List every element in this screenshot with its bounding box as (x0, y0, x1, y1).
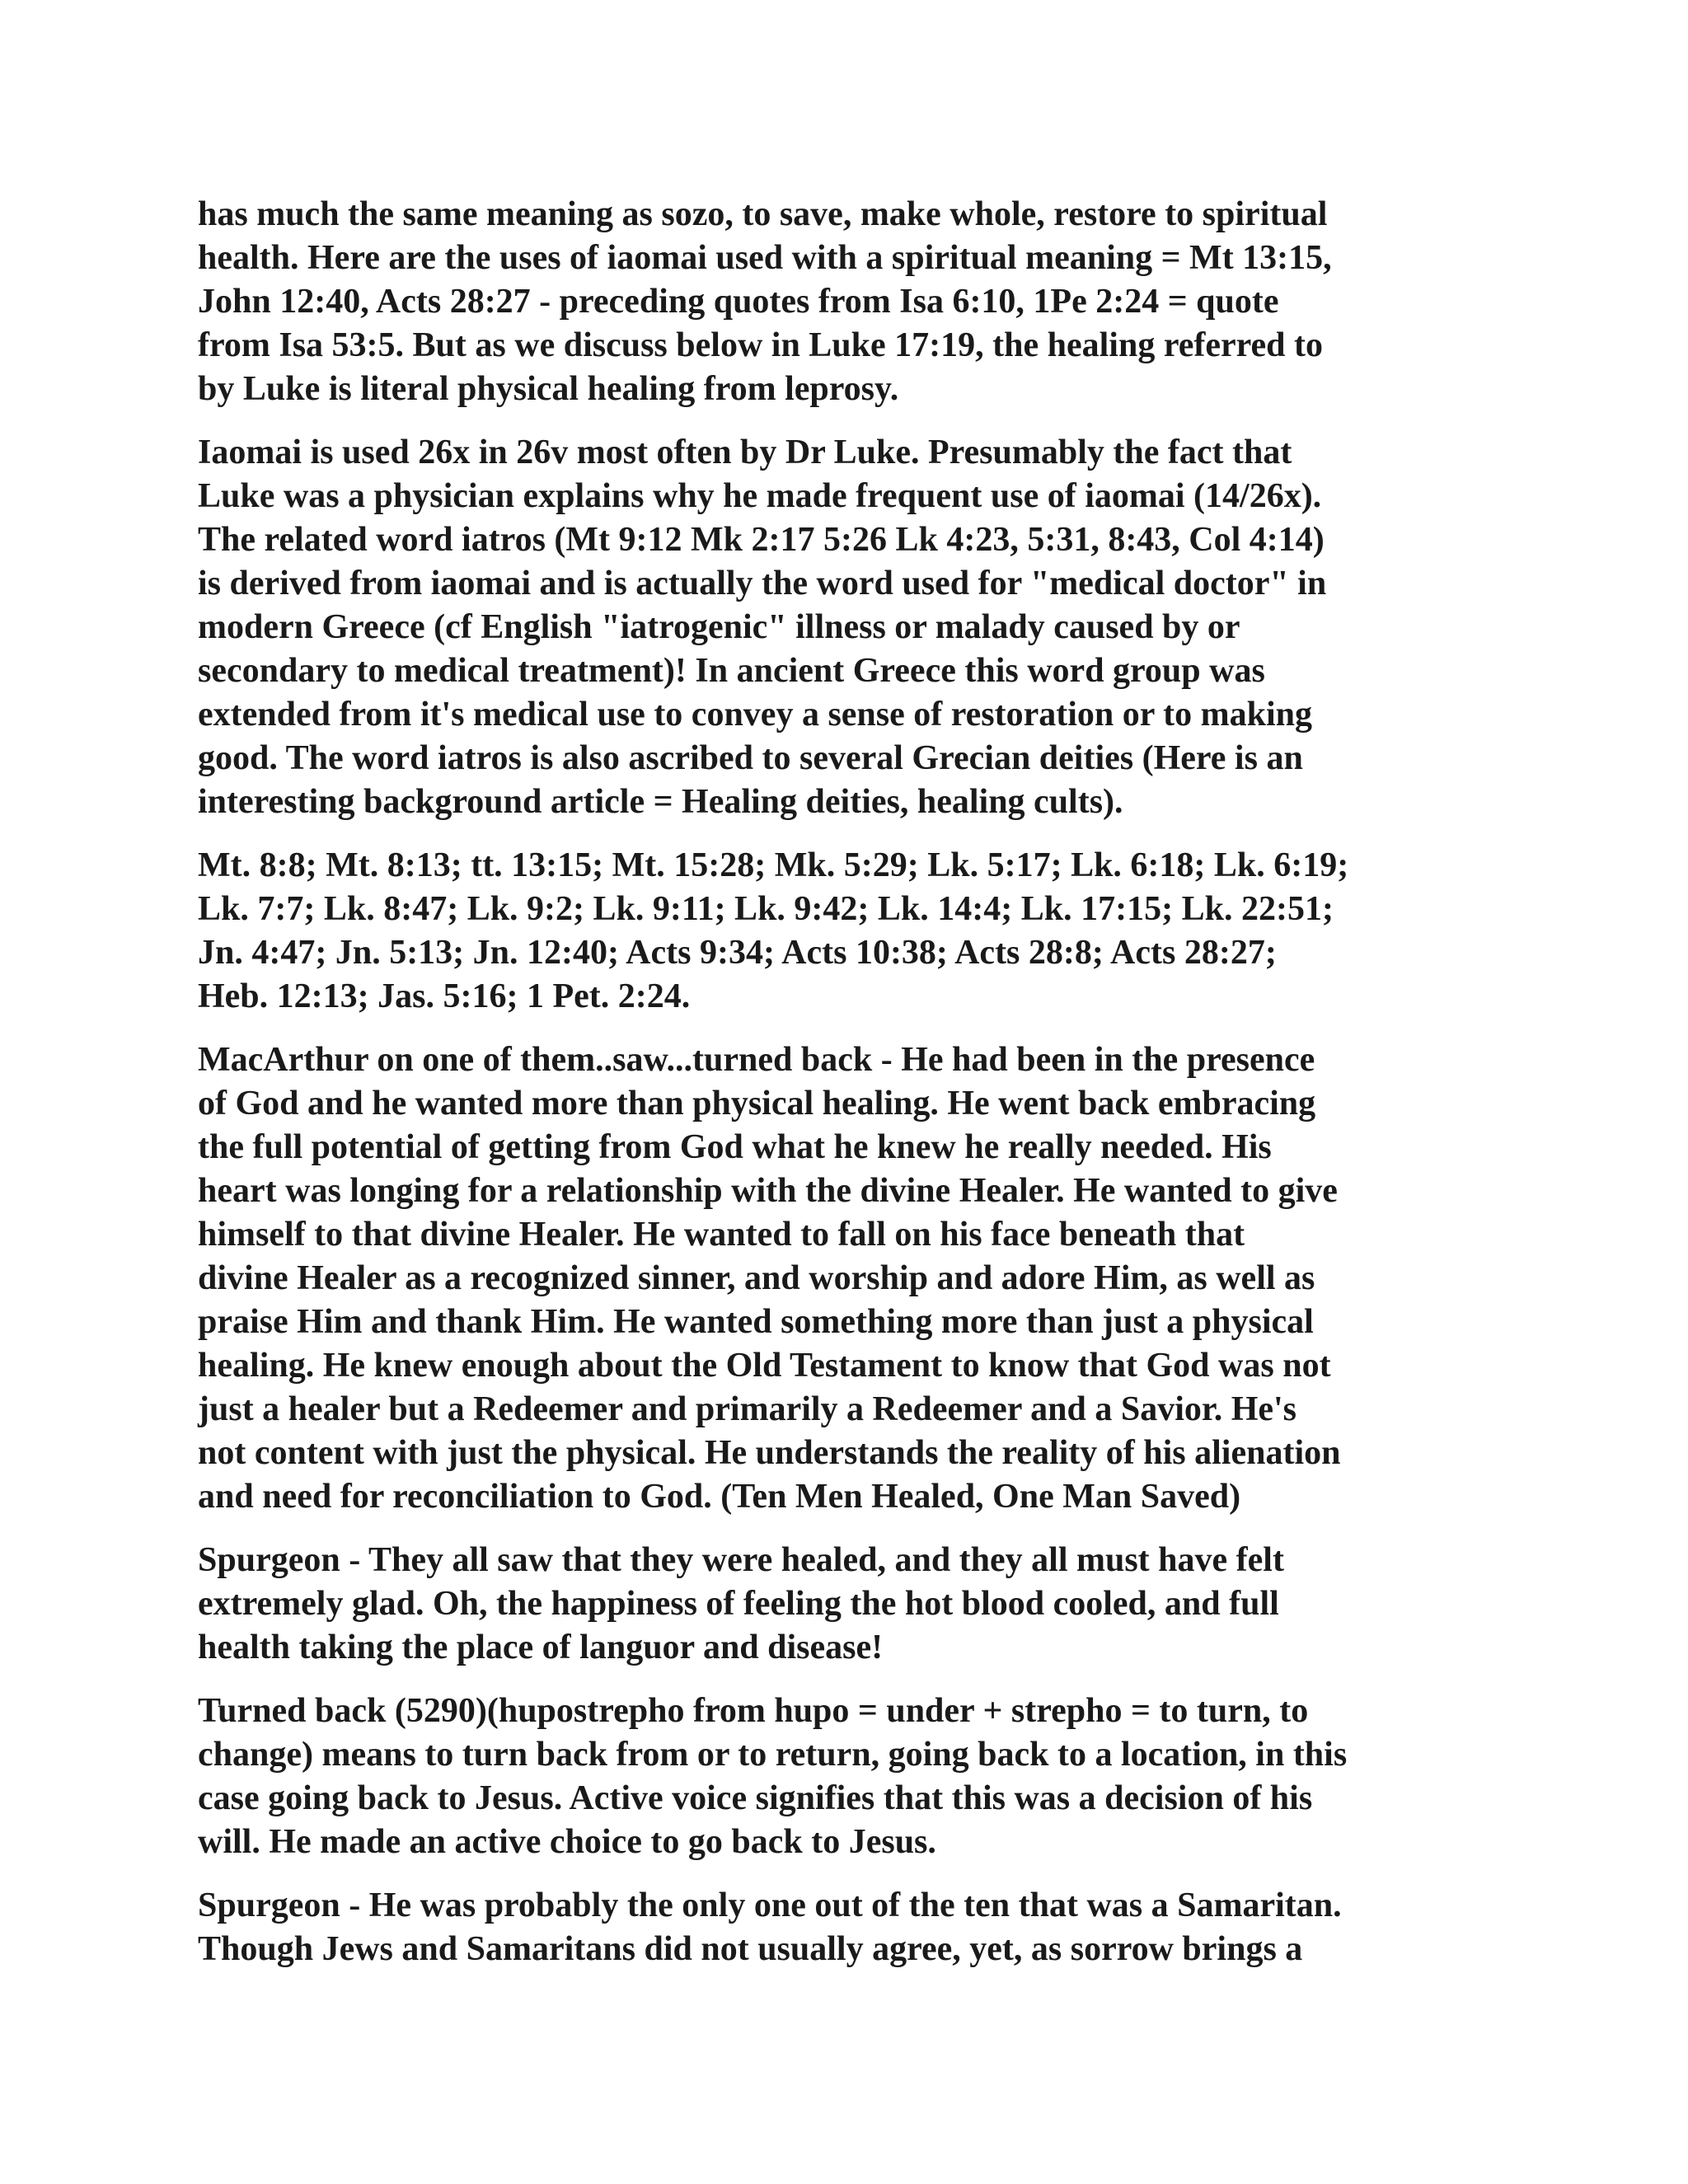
paragraph-iaomai-meaning (198, 193, 1517, 411)
paragraph-turned-back-definition (198, 1690, 1517, 1864)
text-line: is derived from iaomai and is actually the word used for "medical doctor" in (198, 565, 1327, 602)
paragraph-spurgeon-samaritan (198, 1884, 1517, 1971)
text-line: secondary to medical treatment)! In ancient Greece this word group was (198, 652, 1265, 690)
text-line: by Luke is literal physical healing from leprosy. (198, 370, 899, 408)
text-line: Jn. 4:47; Jn. 5:13; Jn. 12:40; Acts 9:34; Acts 10:38; Acts 28:8; Acts 28:27; (198, 934, 1277, 972)
text-line: Heb. 12:13; Jas. 5:16; 1 Pet. 2:24. (198, 977, 691, 1015)
text-line: health. Here are the uses of iaomai used with a spiritual meaning = Mt 13:15, (198, 239, 1332, 277)
paragraph-spurgeon-healed (198, 1539, 1517, 1670)
text-line: health taking the place of languor and disease! (198, 1629, 884, 1666)
text-line: has much the same meaning as sozo, to save, make whole, restore to spiritual (198, 195, 1328, 233)
text-line: The related word iatros (Mt 9:12 Mk 2:17 5:26 Lk 4:23, 5:31, 8:43, Col 4:14) (198, 521, 1325, 559)
text-line: divine Healer as a recognized sinner, and worship and adore Him, as well as (198, 1259, 1315, 1297)
text-line: himself to that divine Healer. He wanted to fall on his face beneath that (198, 1216, 1245, 1254)
text-line: the full potential of getting from God what he knew he really needed. His (198, 1128, 1272, 1166)
text-line: praise Him and thank Him. He wanted something more than just a physical (198, 1303, 1314, 1341)
text-line: from Isa 53:5. But as we discuss below in Luke 17:19, the healing referred to (198, 326, 1323, 364)
text-line: and need for reconciliation to God. (Ten Men Healed, One Man Saved) (198, 1478, 1241, 1516)
paragraph-macarthur-quote (198, 1038, 1517, 1519)
text-line: Spurgeon - He was probably the only one out of the ten that was a Samaritan. (198, 1886, 1342, 1924)
text-line: just a healer but a Redeemer and primarily a Redeemer and a Savior. He's (198, 1390, 1297, 1428)
text-line: of God and he wanted more than physical healing. He went back embracing (198, 1085, 1316, 1122)
text-line: will. He made an active choice to go back to Jesus. (198, 1823, 936, 1861)
text-line: Iaomai is used 26x in 26v most often by Dr Luke. Presumably the fact that (198, 434, 1292, 471)
text-line: heart was longing for a relationship with the divine Healer. He wanted to give (198, 1172, 1338, 1210)
text-line: Turned back (5290)(hupostrepho from hupo = under + strepho = to turn, to (198, 1692, 1309, 1730)
text-line: change) means to turn back from or to return, going back to a location, in this (198, 1736, 1348, 1774)
paragraph-iaomai-usage (198, 431, 1517, 824)
text-line: Spurgeon - They all saw that they were healed, and they all must have felt (198, 1541, 1284, 1579)
text-line: Though Jews and Samaritans did not usually agree, yet, as sorrow brings a (198, 1930, 1303, 1968)
text-line: not content with just the physical. He understands the reality of his alienation (198, 1434, 1341, 1472)
text-line: Lk. 7:7; Lk. 8:47; Lk. 9:2; Lk. 9:11; Lk. 9:42; Lk. 14:4; Lk. 17:15; Lk. 22:51; (198, 890, 1334, 928)
text-line: healing. He knew enough about the Old Testament to know that God was not (198, 1347, 1331, 1385)
text-line: John 12:40, Acts 28:27 - preceding quotes from Isa 6:10, 1Pe 2:24 = quote (198, 283, 1279, 321)
text-line: Mt. 8:8; Mt. 8:13; tt. 13:15; Mt. 15:28; Mk. 5:29; Lk. 5:17; Lk. 6:18; Lk. 6:19; (198, 846, 1349, 884)
text-line: interesting background article = Healing deities, healing cults). (198, 783, 1123, 821)
text-line: good. The word iatros is also ascribed to several Grecian deities (Here is an (198, 739, 1303, 777)
paragraph-scripture-references (198, 844, 1517, 1019)
text-line: extremely glad. Oh, the happiness of feeling the hot blood cooled, and full (198, 1585, 1279, 1623)
text-line: extended from it's medical use to convey a sense of restoration or to making (198, 696, 1313, 733)
page-content (198, 193, 1517, 1991)
text-line: case going back to Jesus. Active voice signifies that this was a decision of his (198, 1779, 1313, 1817)
text-line: modern Greece (cf English "iatrogenic" illness or malady caused by or (198, 608, 1240, 646)
text-line: Luke was a physician explains why he made frequent use of iaomai (14/26x). (198, 477, 1322, 515)
text-line: MacArthur on one of them..saw...turned back - He had been in the presence (198, 1041, 1315, 1079)
